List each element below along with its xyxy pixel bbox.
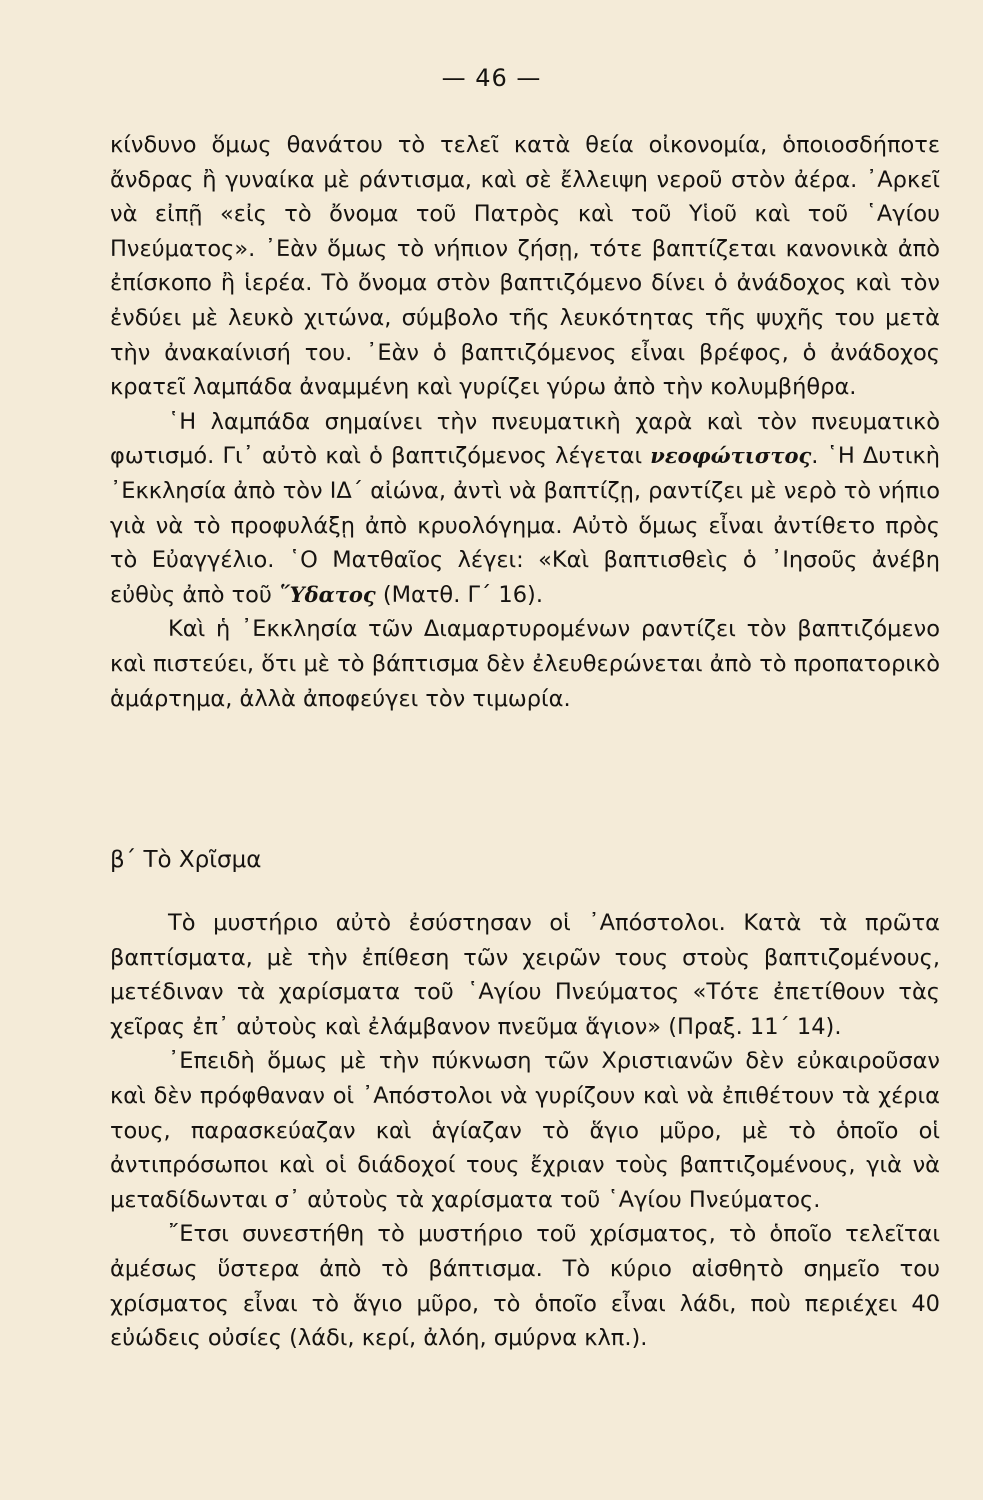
paragraph-established: ῎Ετσι συνεστήθη τὸ μυστήριο τοῦ χρίσματος, τὸ ὁποῖο τελεῖται ἀμέσως ὕστερα ἀπὸ τὸ βάπτισμα. Τὸ κύριο αἰσθητὸ σημεῖο του χρίσματος εἶναι τὸ ἅγιο μῦρο, τὸ ὁποῖο εἶναι λάδι, ποὺ περιέχει 40 εὐώδεις οὐσίες (λάδι, κερί, ἀλόη, σμύρνα κλπ.). (110, 1221, 940, 1352)
paragraph-candle-text-b: . ῾Η Δυτικὴ ᾿Εκκλησία ἀπὸ τὸν ΙΔ΄ αἰώνα, ἀντὶ νὰ βαπτίζῃ, ραντίζει μὲ νερὸ τὸ νήπιο γιὰ νὰ τὸ προφυλάξῃ ἀπὸ κρυολόγημα. Αὐτὸ ὅμως εἶναι ἀντίθετο πρὸς τὸ Εὐαγγέλιο. ῾Ο Ματθαῖος λέγει: «Καὶ βαπτισθεὶς ὁ ᾿Ιησοῦς ἀνέβη εὐθὺς ἀπὸ τοῦ (110, 443, 940, 608)
term-neofotistos: νεοφώτιστος (650, 443, 812, 469)
paragraph-candle-text-c: (Ματθ. Γ΄ 16). (375, 581, 543, 608)
page-number: — 46 — (441, 64, 542, 92)
term-ydatos: ῞Υδατος (279, 581, 376, 607)
paragraph-candle (110, 405, 940, 613)
paragraph-candle-text-a: ῾Η λαμπάδα σημαίνει τὴν πνευματικὴ χαρὰ καὶ τὸν πνευματικὸ φωτισμό. Γι᾿ αὐτὸ καὶ ὁ βαπτιζόμενος λέγεται (110, 408, 940, 470)
paragraph-myron: ᾿Επειδὴ ὅμως μὲ τὴν πύκνωση τῶν Χριστιανῶν δὲν εὐκαιροῦσαν καὶ δὲν πρόφθαναν οἱ ᾿Απόστολοι νὰ γυρίζουν καὶ νὰ ἐπιθέτουν τὰ χέρια τους, παρασκεύαζαν καὶ ἁγίαζαν τὸ ἅγιο μῦρο, μὲ τὸ ὁποῖο οἱ ἀντιπρόσωποι καὶ οἱ διάδοχοί τους ἔχριαν τοὺς βαπτιζομένους, γιὰ νὰ μεταδίδωνται σ᾿ αὐτοὺς τὰ χαρίσματα τοῦ ῾Αγίου Πνεύματος. (110, 1048, 940, 1213)
paragraph-continuation: κίνδυνο ὅμως θανάτου τὸ τελεῖ κατὰ θεία οἰκονομία, ὁποιοσδήποτε ἄνδρας ἢ γυναίκα μὲ ράντισμα, καὶ σὲ ἔλλειψη νεροῦ στὸν ἀέρα. ᾿Αρκεῖ νὰ εἰπῇ «εἰς τὸ ὄνομα τοῦ Πατρὸς καὶ τοῦ Υἱοῦ καὶ τοῦ ῾Αγίου Πνεύματος». ᾿Εὰν ὅμως τὸ νήπιον ζήσῃ, τότε βαπτίζεται κανονικὰ ἀπὸ ἐπίσκοπο ἢ ἱερέα. Τὸ ὄνομα στὸν βαπτιζόμενο δίνει ὁ ἀνάδοχος καὶ τὸν ἐνδύει μὲ λευκὸ χιτώνα, σύμβολο τῆς λευκότητας τῆς ψυχῆς του μετὰ τὴν ἀνακαίνισή του. ᾿Εὰν ὁ βαπτιζόμενος εἶναι βρέφος, ὁ ἀνάδοχος κρατεῖ λαμπάδα ἀναμμένη καὶ γυρίζει γύρω ἀπὸ τὴν κολυμβήθρα. (110, 132, 940, 401)
paragraph-apostles: Τὸ μυστήριο αὐτὸ ἐσύστησαν οἱ ᾿Απόστολοι. Κατὰ τὰ πρῶτα βαπτίσματα, μὲ τὴν ἐπίθεση τῶν χειρῶν τους στοὺς βαπτιζομένους, μετέδιναν τὰ χαρίσματα τοῦ ῾Αγίου Πνεύματος «Τότε ἐπετίθουν τὰς χεῖρας ἐπ᾿ αὐτοὺς καὶ ἐλάμβανον πνεῦμα ἅγιον» (Πραξ. 11΄ 14). (110, 910, 940, 1040)
section-heading-chrism: β΄ Τὸ Χρῖσμα (110, 847, 262, 873)
paragraph-protestants: Καὶ ἡ ᾿Εκκλησία τῶν Διαμαρτυρομένων ραντίζει τὸν βαπτιζόμενο καὶ πιστεύει, ὅτι μὲ τὸ βάπτισμα δὲν ἐλευθερώνεται ἀπὸ τὸ προπατορικὸ ἁμάρτημα, ἀλλὰ ἀποφεύγει τὸν τιμωρία. (110, 616, 940, 712)
text-block-chrism (110, 906, 940, 1356)
text-block-baptism (110, 128, 940, 716)
